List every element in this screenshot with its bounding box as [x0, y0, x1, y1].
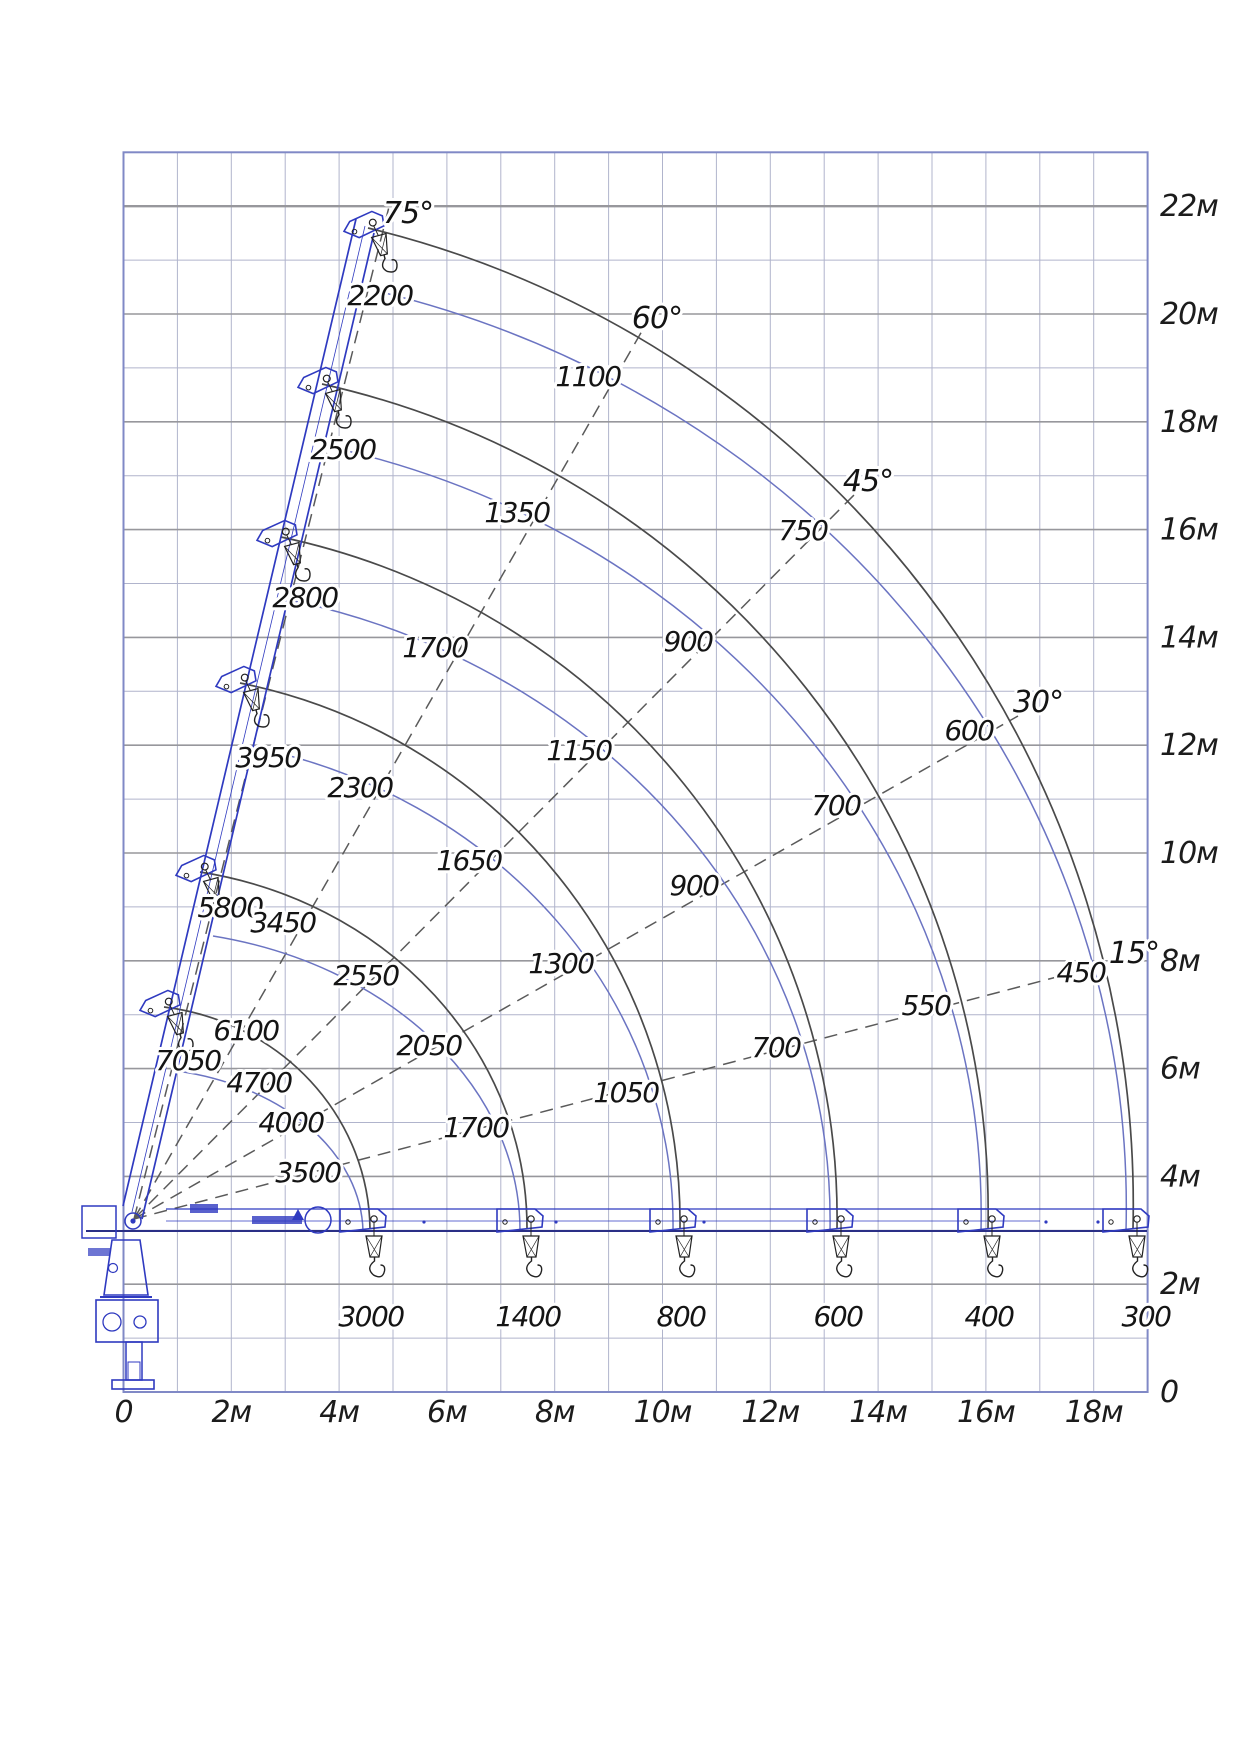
- capacity-label: 700: [811, 789, 861, 822]
- capacity-label: 600: [944, 714, 994, 747]
- x-axis-label: 6м: [427, 1395, 467, 1430]
- y-axis-label: 2м: [1160, 1267, 1200, 1303]
- capacity-label: 4000: [258, 1106, 324, 1139]
- slew-pivot-pin: [130, 1218, 135, 1223]
- x-axis-label: 8м: [534, 1395, 575, 1430]
- x-axis-label: 4м: [319, 1395, 359, 1430]
- boom-rivet-dot: [554, 1220, 557, 1223]
- angle-label-45: 45°: [842, 464, 894, 499]
- y-axis-label: 20м: [1160, 297, 1218, 332]
- capacity-label: 1350: [484, 496, 550, 529]
- capacity-label: 1700: [402, 631, 468, 664]
- capacity-label: 3000: [338, 1300, 404, 1333]
- capacity-label: 800: [656, 1300, 706, 1333]
- x-axis-label: 0: [114, 1395, 133, 1430]
- boom-rivet-dot: [702, 1220, 705, 1223]
- angle-label-75: 75°: [382, 196, 434, 231]
- capacity-label: 2500: [310, 433, 376, 466]
- y-axis-label: 16м: [1160, 512, 1218, 548]
- boom-rivet-dot: [422, 1220, 425, 1223]
- x-axis-label: 12м: [741, 1395, 800, 1430]
- boom-rivet-dot: [1096, 1220, 1099, 1223]
- capacity-label: 550: [901, 989, 951, 1022]
- y-axis-label: 8м: [1160, 943, 1200, 979]
- capacity-label: 1100: [555, 360, 621, 393]
- capacity-label: 2200: [347, 279, 413, 312]
- capacity-label: 300: [1121, 1300, 1171, 1333]
- y-axis-label: 18м: [1160, 404, 1218, 440]
- capacity-label: 750: [778, 514, 828, 547]
- capacity-label: 700: [751, 1031, 801, 1064]
- capacity-label: 900: [663, 625, 713, 658]
- capacity-label: 3500: [275, 1156, 341, 1189]
- capacity-label: 1700: [443, 1111, 509, 1144]
- y-axis-label: 12м: [1160, 728, 1218, 764]
- capacity-label: 3950: [235, 741, 301, 774]
- y-axis-label: 4м: [1160, 1159, 1200, 1195]
- boom-rivet-dot: [1044, 1220, 1047, 1223]
- capacity-label: 6100: [213, 1014, 279, 1047]
- y-axis-label: 22м: [1160, 189, 1218, 225]
- boom-plate: [88, 1248, 110, 1256]
- capacity-label: 2550: [333, 959, 399, 992]
- x-axis-label: 16м: [956, 1395, 1015, 1430]
- y-axis-label: 0: [1160, 1375, 1179, 1410]
- capacity-label: 1650: [436, 844, 502, 877]
- angle-label-60: 60°: [631, 301, 683, 336]
- capacity-label: 400: [964, 1300, 1014, 1333]
- angle-label-15: 15°: [1108, 936, 1160, 971]
- y-axis-label: 10м: [1160, 836, 1218, 871]
- capacity-label: 600: [813, 1300, 863, 1333]
- capacity-label: 4700: [226, 1066, 292, 1099]
- x-axis-label: 14м: [849, 1395, 908, 1430]
- capacity-label: 2800: [272, 581, 338, 614]
- capacity-label: 3450: [250, 906, 316, 939]
- angle-label-30: 30°: [1012, 685, 1064, 720]
- capacity-label: 1400: [495, 1300, 561, 1333]
- x-axis-label: 2м: [211, 1395, 252, 1430]
- capacity-label: 2300: [327, 771, 393, 804]
- capacity-label: 900: [669, 869, 719, 902]
- capacity-label: 1150: [546, 734, 612, 767]
- capacity-label: 7050: [155, 1044, 221, 1077]
- capacity-label: 5800: [197, 891, 263, 924]
- capacity-label: 450: [1056, 956, 1106, 989]
- capacity-label: 1300: [528, 947, 594, 980]
- y-axis-label: 14м: [1160, 620, 1218, 656]
- capacity-label: 1050: [593, 1076, 659, 1109]
- x-axis-label: 18м: [1064, 1395, 1123, 1430]
- x-axis-label: 10м: [633, 1395, 692, 1430]
- capacity-label: 2050: [396, 1029, 462, 1062]
- y-axis-label: 6м: [1160, 1051, 1200, 1087]
- boom-plate: [190, 1204, 218, 1213]
